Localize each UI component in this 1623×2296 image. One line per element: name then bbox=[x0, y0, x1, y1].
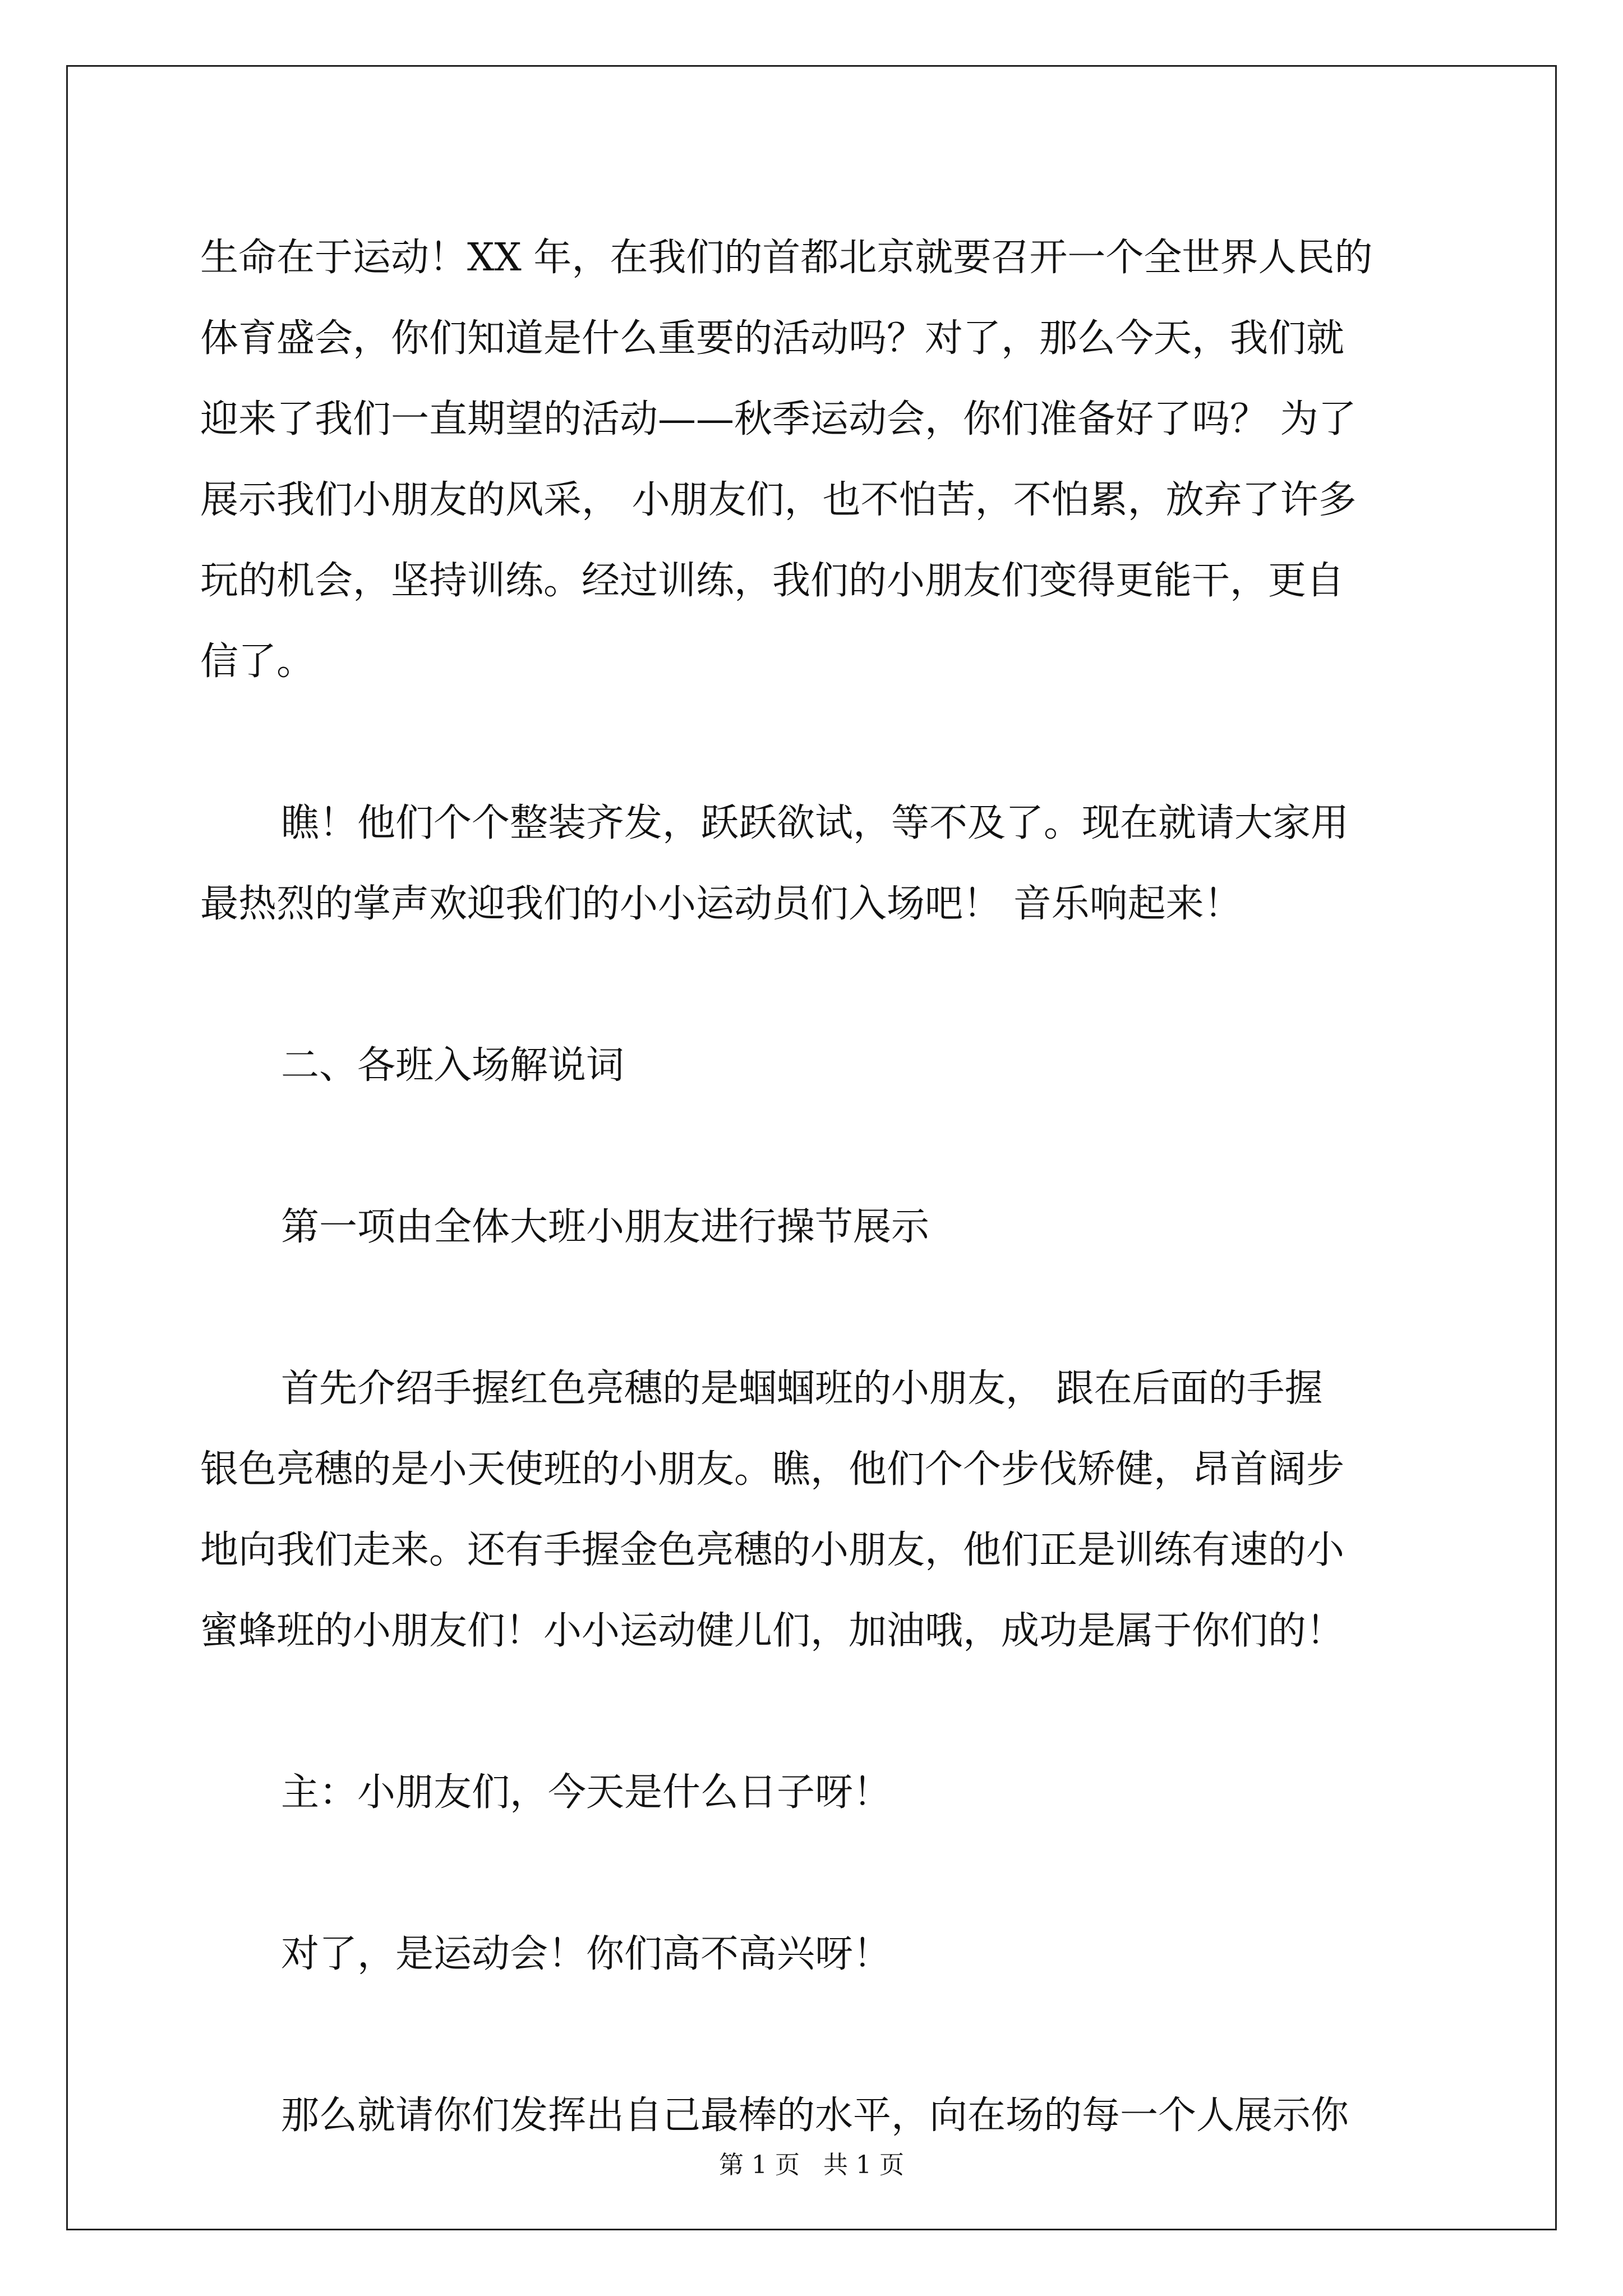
paragraph-gap bbox=[200, 1833, 1428, 1914]
text-line: 迎来了我们一直期望的活动——秋季运动会，你们准备好了吗？ 为了 bbox=[200, 397, 1357, 441]
section-heading bbox=[200, 1025, 1428, 1106]
paragraph-gap bbox=[200, 702, 1428, 783]
text-line: 二、各班入场解说词 bbox=[281, 1043, 625, 1088]
text-line: 那么就请你们发挥出自己最棒的水平，向在场的每一个人展示你 bbox=[281, 2093, 1349, 2138]
text-line: 生命在于运动！XX 年，在我们的首都北京就要召开一个全世界人民的 bbox=[200, 236, 1373, 280]
paragraph-gap bbox=[200, 1995, 1428, 2076]
text-line: 体育盛会，你们知道是什么重要的活动吗？对了，那么今天，我们就 bbox=[200, 316, 1345, 361]
paragraph-gap bbox=[200, 1106, 1428, 1187]
paragraph bbox=[200, 1752, 1428, 1833]
paragraph bbox=[200, 2076, 1428, 2156]
paragraph bbox=[200, 218, 1428, 702]
text-line: 蜜蜂班的小朋友们！小小运动健儿们，加油哦，成功是属于你们的！ bbox=[200, 1609, 1345, 1653]
paragraph bbox=[200, 1187, 1428, 1268]
page-footer: 第 1 页 共 1 页 bbox=[719, 2151, 904, 2179]
text-line: 玩的机会，坚持训练。经过训练，我们的小朋友们变得更能干，更自 bbox=[200, 559, 1345, 603]
text-line: 最热烈的掌声欢迎我们的小小运动员们入场吧！ 音乐响起来！ bbox=[200, 882, 1242, 926]
paragraph bbox=[200, 783, 1428, 945]
text-line: 信了。 bbox=[200, 639, 315, 684]
paragraph bbox=[200, 1914, 1428, 1995]
document-body bbox=[200, 218, 1428, 2156]
paragraph bbox=[200, 1349, 1428, 1672]
paragraph-gap bbox=[200, 1672, 1428, 1752]
text-line: 地向我们走来。还有手握金色亮穗的小朋友，他们正是训练有速的小 bbox=[200, 1528, 1345, 1572]
paragraph-gap bbox=[200, 945, 1428, 1025]
text-line: 银色亮穗的是小天使班的小朋友。瞧，他们个个步伐矫健，昂首阔步 bbox=[200, 1447, 1345, 1492]
text-line: 展示我们小朋友的风采， 小朋友们，也不怕苦，不怕累，放弃了许多 bbox=[200, 478, 1357, 522]
text-line: 瞧！他们个个整装齐发，跃跃欲试，等不及了。现在就请大家用 bbox=[281, 801, 1349, 845]
text-line: 对了，是运动会！你们高不高兴呀！ bbox=[281, 1932, 892, 1976]
text-line: 首先介绍手握红色亮穗的是蝈蝈班的小朋友， 跟在后面的手握 bbox=[281, 1366, 1323, 1411]
paragraph-gap bbox=[200, 1268, 1428, 1349]
text-line: 第一项由全体大班小朋友进行操节展示 bbox=[281, 1205, 930, 1249]
text-line: 主：小朋友们，今天是什么日子呀！ bbox=[281, 1770, 892, 1815]
